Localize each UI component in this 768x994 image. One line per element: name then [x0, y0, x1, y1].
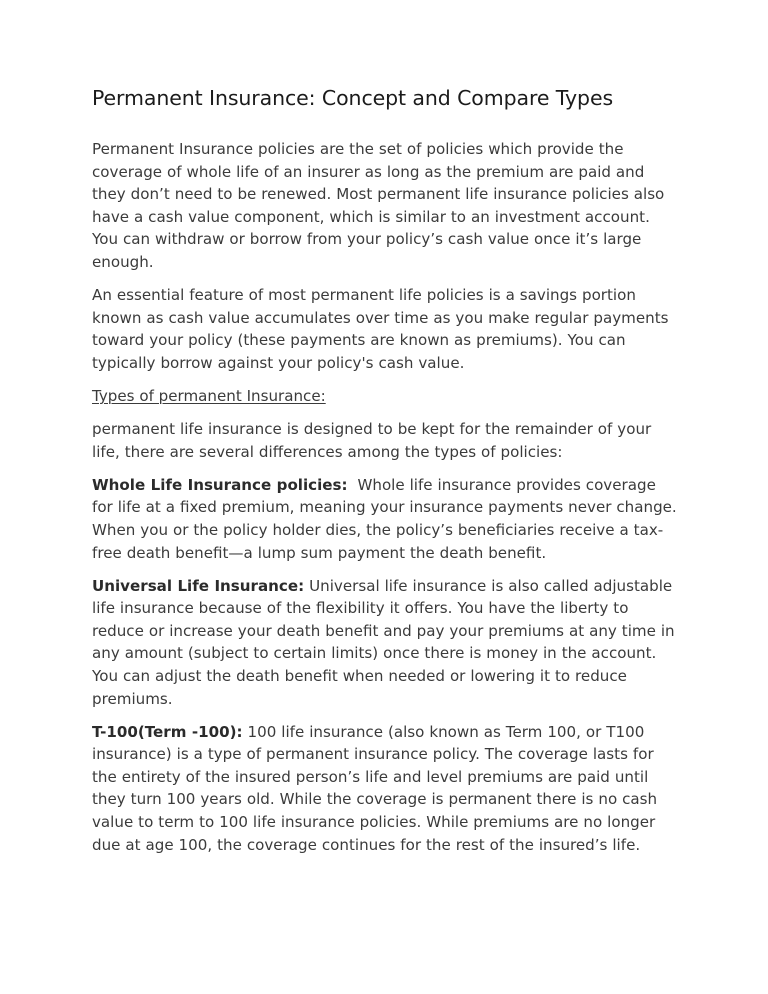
paragraph-t100: [92, 721, 678, 857]
paragraph-intro: Permanent Insurance policies are the set of policies which provide the coverage of whole life of an insurer as long as the premium are paid and they don’t need to be renewed. Most permanent life insurance policies also have a cash value component, which is similar to an investment account. You can withdraw or borrow from your policy’s cash value once it’s large enough.: [92, 140, 665, 271]
whole-life-lead-in: Whole Life Insurance policies:: [92, 475, 348, 494]
t100-body: 100 life insurance (also known as Term 100, or T100 insurance) is a type of permanent insurance policy. The coverage lasts for the entirety of the insured person’s life and level premiums are paid until they turn 100 years old. While the coverage is permanent there is no cash value to term to 100 life insurance policies. While premiums are no longer due at age 100, the coverage continues for the rest of the insured’s life.: [92, 722, 658, 854]
section-heading-types-label: Types of permanent Insurance:: [92, 386, 326, 405]
paragraph-whole-life: [92, 474, 678, 564]
whole-life-separator: [348, 476, 358, 494]
whole-life-body: Whole life insurance provides coverage for life at a fixed premium, meaning your insurance payments never change. When you or the policy holder dies, the policy’s beneficiaries receive a tax-free death benefit—a lump sum payment the death benefit.: [92, 475, 677, 562]
section-heading-types: [92, 385, 678, 408]
universal-life-lead-in: Universal Life Insurance:: [92, 576, 305, 595]
paragraph-types-intro: permanent life insurance is designed to be kept for the remainder of your life, there are several differences among the types of policies:: [92, 420, 652, 461]
universal-life-body: Universal life insurance is also called adjustable life insurance because of the flexibility it offers. You have the liberty to reduce or increase your death benefit and pay your premiums at any time in any amount (subject to certain limits) once there is money in the account. You can adjust the death benefit when needed or lowering it to reduce premiums.: [92, 576, 675, 708]
paragraph-cash-value: An essential feature of most permanent life policies is a savings portion known as cash value accumulates over time as you make regular payments toward your policy (these payments are known as premiums). You can typically borrow against your policy's cash value.: [92, 286, 669, 372]
paragraph-universal-life: [92, 575, 678, 711]
t100-lead-in: T-100(Term -100):: [92, 722, 243, 741]
page-title: Permanent Insurance: Concept and Compare Types: [92, 86, 614, 110]
document-content: [92, 84, 678, 856]
